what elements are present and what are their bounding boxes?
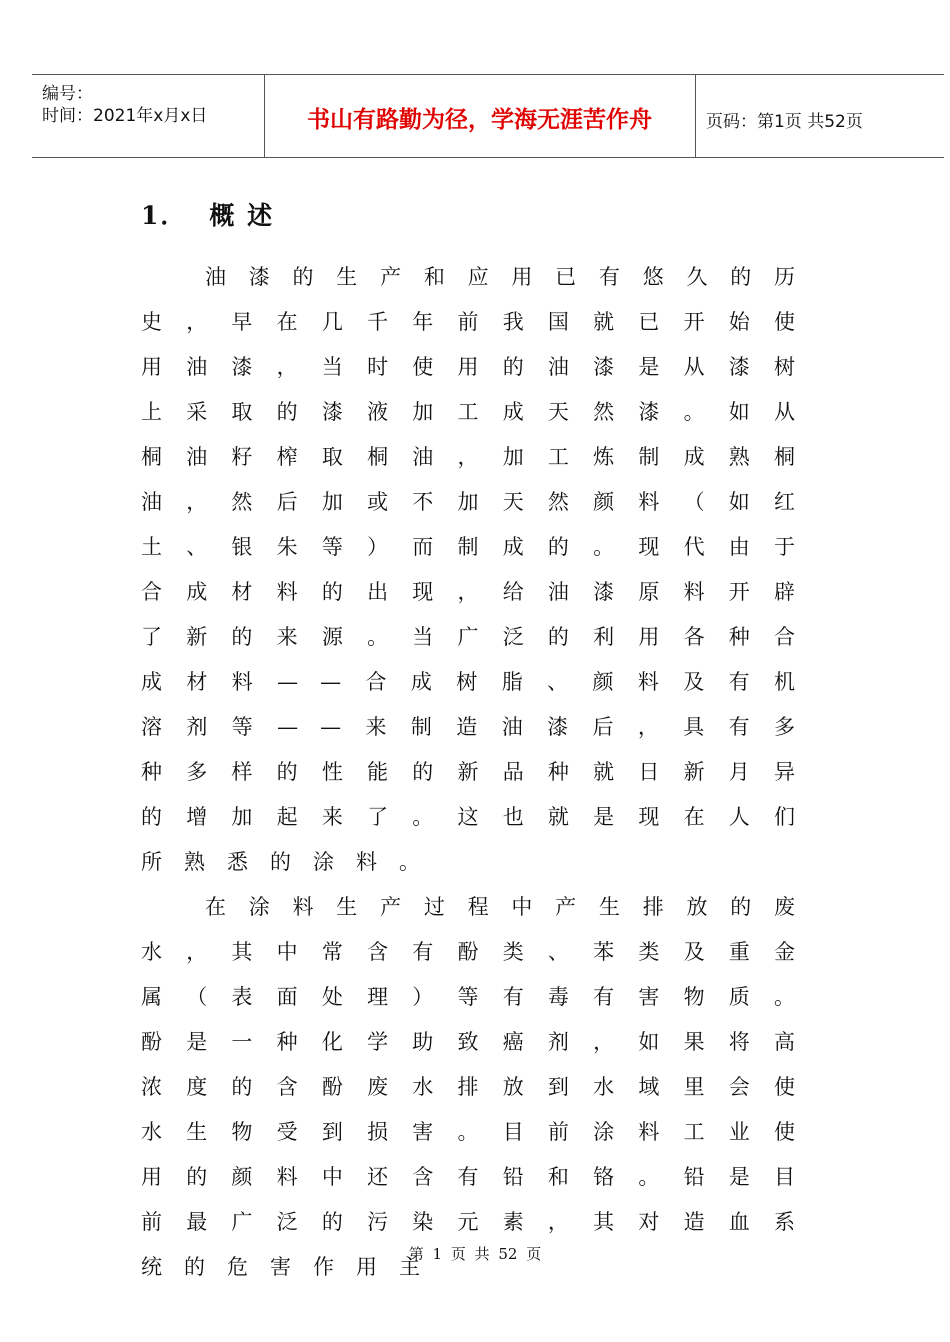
document-number-label: 编号： [42,84,93,104]
body-paragraph: 油漆的生产和应用已有悠久的历史，早在几千年前我国就已开始使用油漆，当时使用的油漆是从漆树上采取的漆液加工成天然漆。如从桐油籽榨取桐油，加工炼制成熟桐油，然后加或不加天然颜料（如红土、银朱等）而制成的。现代由于合成材料的出现，给油漆原料开辟了新的来源。当广泛的利用各种合成材料——合成树脂、颜料及有机溶剂等——来制造油漆后，具有多种多样的性能的新品种就日新月异的增加起来了。这也就是现在人们所熟悉的涂料。 [141,265,817,874]
header-motto: 书山有路勤为径，学海无涯苦作舟 [307,107,652,133]
header-meta [42,83,207,127]
section-number: 1． [141,201,188,230]
document-body [141,255,817,1290]
page-header [32,74,944,158]
document-time-label: 时间：2021年x月x日 [42,106,208,126]
section-title: 概 述 [209,201,275,230]
header-divider-right [695,75,696,157]
section-heading [141,196,274,232]
page-footer: 第 1 页 共 52 页 [408,1245,542,1263]
body-paragraph: 在涂料生产过程中产生排放的废水，其中常含有酚类、苯类及重金属（表面处理）等有毒有害物质。酚是一种化学助致癌剂，如果将高浓度的含酚废水排放到水域里会使水生物受到损害。目前涂料工业使用的颜料中还含有铅和铬。铅是目前最广泛的污染元素，其对造血系统的危害作用主 [141,895,817,1279]
header-page-info: 页码：第1页 共52页 [706,112,863,132]
